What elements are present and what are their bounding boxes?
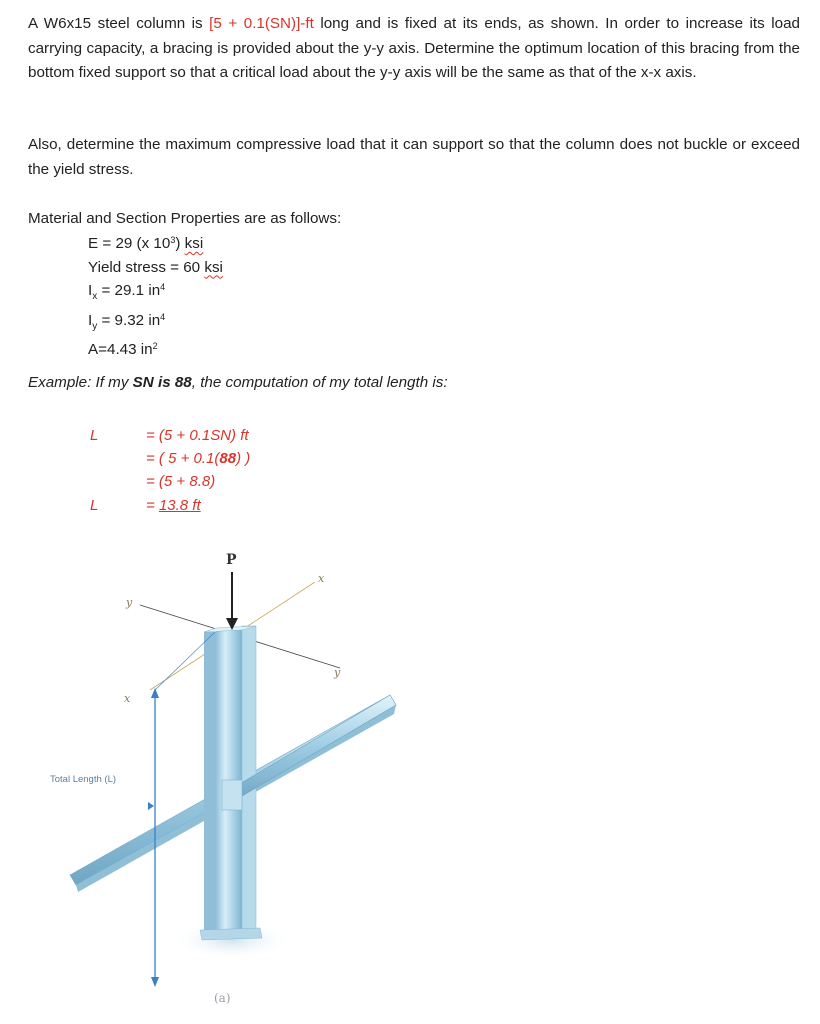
- dimension-arrow-bottom: [151, 977, 159, 987]
- example-line-3: = (5 + 8.8): [146, 473, 216, 490]
- dimension-arrow-top: [151, 688, 159, 698]
- property-Iy: $I_y = 9.32$ $in^4$: [88, 311, 166, 332]
- column-back-flange: [204, 632, 216, 932]
- axis-y-top-label: y: [126, 596, 133, 609]
- example-L-label-1: L: [90, 427, 99, 444]
- example-L-label-2: L: [90, 497, 99, 514]
- properties-list: [88, 232, 223, 362]
- axis-x-top-label: x: [318, 572, 325, 585]
- property-Ix: $I_x = 29.1$ $in^4$: [88, 282, 166, 303]
- property-yield: Yield stress = 60 ksi: [88, 258, 223, 276]
- load-label: P: [226, 552, 237, 568]
- problem-statement: [28, 12, 800, 86]
- column-base: [200, 928, 262, 940]
- example-line-1: = (5 + 0.1SN) ft: [146, 427, 249, 444]
- length-formula: [5 + 0.1(SN)]-ft: [209, 15, 314, 32]
- axis-x-left-label: x: [124, 692, 131, 705]
- problem-question: Also, determine the maximum compressive load that it can support so that the column does not buckle or exceed the yield stress.: [28, 136, 800, 178]
- problem-text-a: A W6x15 steel column is: [28, 15, 210, 32]
- property-E: E = 29 (x $10^3$) ksi: [88, 235, 204, 252]
- bracing-connection: [222, 780, 242, 810]
- example-line-4: = 13.8 ft: [146, 497, 201, 514]
- example-line-2: = ( 5 + 0.1(88) ): [146, 450, 251, 467]
- problem-text-b: long and is fixed at its ends, as shown. In order to increase its load carrying capacity, a bracing is provided about the y-y axis. Determine the optimum location of this bracing from the bottom fixed support so that a critical load about the y-y axis will be the same as that of the x-x axis.: [28, 15, 800, 81]
- column-figure: [0, 530, 820, 1024]
- properties-heading: Material and Section Properties are as follows:: [28, 210, 342, 227]
- axis-y-right-label: y: [334, 666, 341, 679]
- example-intro: Example: If my SN is 88, the computation of my total length is:: [28, 374, 448, 391]
- figure-caption: (a): [214, 991, 231, 1005]
- dimension-arrow-mid: [148, 802, 154, 810]
- property-A: A=4.43 $in^2$: [88, 341, 158, 359]
- total-length-label: Total Length (L): [50, 774, 117, 785]
